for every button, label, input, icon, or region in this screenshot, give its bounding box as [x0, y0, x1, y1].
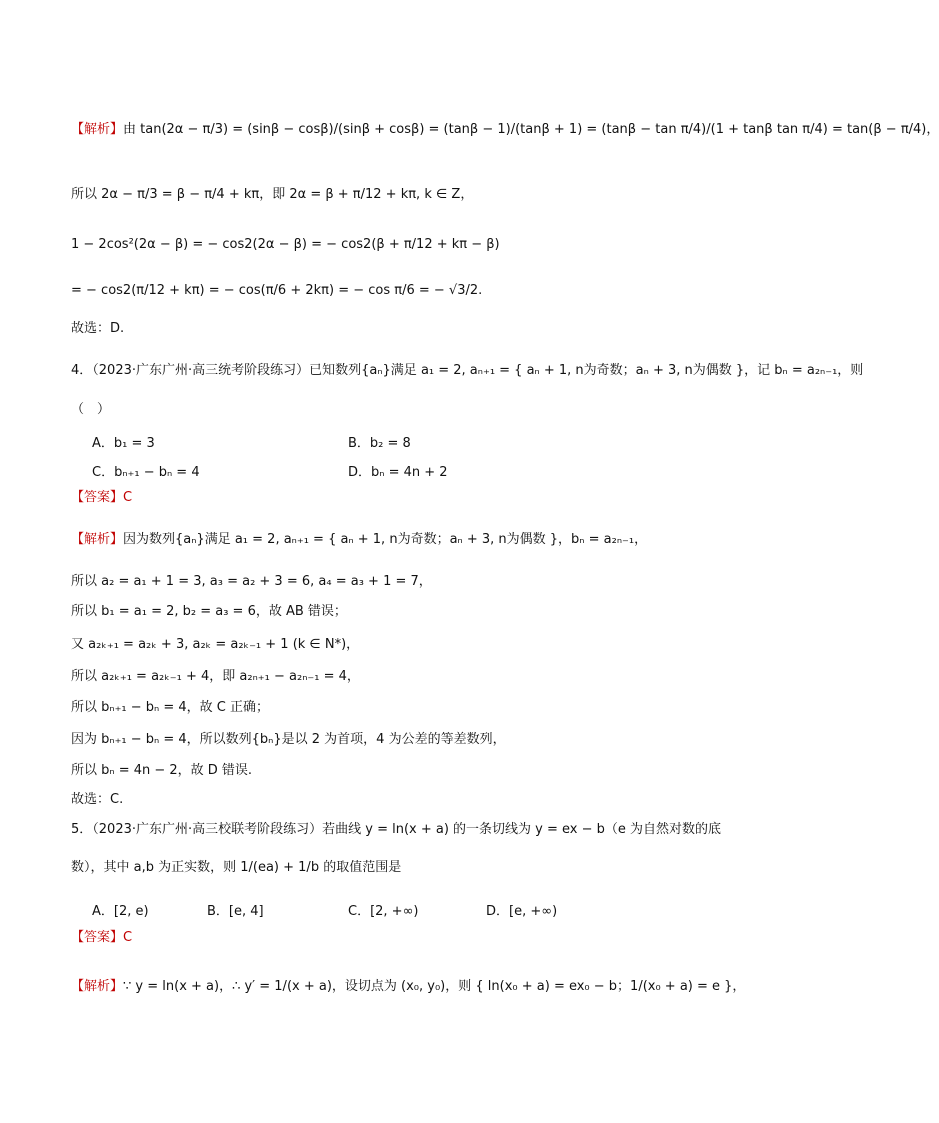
q4-option-a: A．b₁ = 3: [92, 436, 155, 451]
q4-stem-line-1: [71, 363, 863, 379]
q4-analysis-line-6: [71, 700, 269, 716]
q5-option-a: A．[2, e): [92, 904, 149, 919]
q4-analysis-line-3: [71, 604, 347, 620]
q5-answer-line: [71, 930, 132, 946]
answer-label: 【答案】: [71, 490, 124, 505]
q3-analysis-text-4: = − cos2(π/12 + kπ) = − cos(π/6 + 2kπ) = − cos π/6 = − √3/2.: [71, 283, 483, 298]
q4-option-d: D．bₙ = 4n + 2: [348, 465, 448, 480]
q4-analysis-line-4: [71, 637, 359, 653]
answer-label: 【答案】: [71, 930, 124, 945]
q4-option-c: C．bₙ₊₁ − bₙ = 4: [92, 465, 200, 480]
q4-analysis-line-8: [71, 763, 252, 779]
analysis-label: 【解析】: [71, 122, 124, 137]
q5-stem-text-2: 数），其中 a,b 为正实数，则 1/(ea) + 1/b 的取值范围是: [71, 860, 402, 875]
q5-analysis-text-1: ∵ y = ln(x + a)，∴ y′ = 1/(x + a)，设切点为 (x₀, y₀)，则 { ln(x₀ + a) = ex₀ − b；1/(x₀ + a) = e }，: [123, 979, 746, 994]
q5-answer-value: C: [123, 930, 133, 945]
q4-stem-text-2: （ ）: [71, 402, 111, 417]
q4-analysis-text-1: 因为数列{aₙ}满足 a₁ = 2, aₙ₊₁ = { aₙ + 1, n为奇数；aₙ + 3, n为偶数 }，bₙ = a₂ₙ₋₁，: [123, 532, 648, 547]
q4-stem-text-1: 4．（2023·广东广州·高三统考阶段练习）已知数列{aₙ}满足 a₁ = 2, aₙ₊₁ = { aₙ + 1, n为奇数；aₙ + 3, n为偶数 }，记 bₙ = a₂ₙ₋₁，则: [71, 363, 864, 378]
q4-analysis-text-3: 所以 b₁ = a₁ = 2, b₂ = a₃ = 6，故 AB 错误；: [71, 604, 347, 619]
q5-stem-line-2: [71, 860, 401, 876]
q4-answer-value: C: [123, 490, 133, 505]
q4-analysis-text-4: 又 a₂ₖ₊₁ = a₂ₖ + 3, a₂ₖ = a₂ₖ₋₁ + 1 (k ∈ N*)，: [71, 637, 360, 652]
q5-option-d: D．[e, +∞): [486, 904, 558, 919]
q4-conclusion-text: 故选：C.: [71, 792, 124, 807]
q3-analysis-line-1: [71, 122, 939, 138]
q4-stem-line-2: [71, 402, 110, 418]
q3-conclusion: [71, 321, 124, 337]
q3-analysis-text-1: 由 tan(2α − π/3) = (sinβ − cosβ)/(sinβ + cosβ) = (tanβ − 1)/(tanβ + 1) = (tanβ − tan π/4)/(1 + tanβ tan π/4) = tan(β − π/4)，: [123, 122, 939, 137]
q3-analysis-line-4: [71, 283, 482, 299]
q5-option-b: B．[e, 4]: [207, 904, 264, 919]
q4-analysis-line-2: [71, 574, 432, 590]
q4-analysis-text-5: 所以 a₂ₖ₊₁ = a₂ₖ₋₁ + 4，即 a₂ₙ₊₁ − a₂ₙ₋₁ = 4，: [71, 669, 360, 684]
q4-option-b: B．b₂ = 8: [348, 436, 411, 451]
q4-analysis-line-7: [71, 732, 506, 748]
q5-stem-text-1: 5．（2023·广东广州·高三校联考阶段练习）若曲线 y = ln(x + a) 的一条切线为 y = ex − b（e 为自然对数的底: [71, 822, 722, 837]
q4-analysis-line-1: [71, 532, 647, 548]
q4-analysis-text-7: 因为 bₙ₊₁ − bₙ = 4，所以数列{bₙ}是以 2 为首项，4 为公差的等差数列，: [71, 732, 506, 747]
q4-analysis-text-6: 所以 bₙ₊₁ − bₙ = 4，故 C 正确；: [71, 700, 269, 715]
q3-analysis-text-2: 所以 2α − π/3 = β − π/4 + kπ，即 2α = β + π/12 + kπ, k ∈ Z，: [71, 187, 474, 202]
q3-conclusion-text: 故选：D.: [71, 321, 125, 336]
q5-analysis-line-1: [71, 979, 745, 995]
q3-analysis-line-3: [71, 237, 500, 253]
q4-analysis-line-5: [71, 669, 360, 685]
q3-analysis-text-3: 1 − 2cos²(2α − β) = − cos2(2α − β) = − cos2(β + π/12 + kπ − β): [71, 237, 500, 252]
q3-analysis-line-2: [71, 187, 473, 203]
analysis-label: 【解析】: [71, 979, 124, 994]
q5-option-c: C．[2, +∞): [348, 904, 419, 919]
analysis-label: 【解析】: [71, 532, 124, 547]
q4-conclusion: [71, 792, 123, 808]
q4-analysis-text-2: 所以 a₂ = a₁ + 1 = 3, a₃ = a₂ + 3 = 6, a₄ = a₃ + 1 = 7，: [71, 574, 432, 589]
q4-analysis-text-8: 所以 bₙ = 4n − 2，故 D 错误.: [71, 763, 253, 778]
q5-stem-line-1: [71, 822, 721, 838]
q4-answer-line: [71, 490, 132, 506]
